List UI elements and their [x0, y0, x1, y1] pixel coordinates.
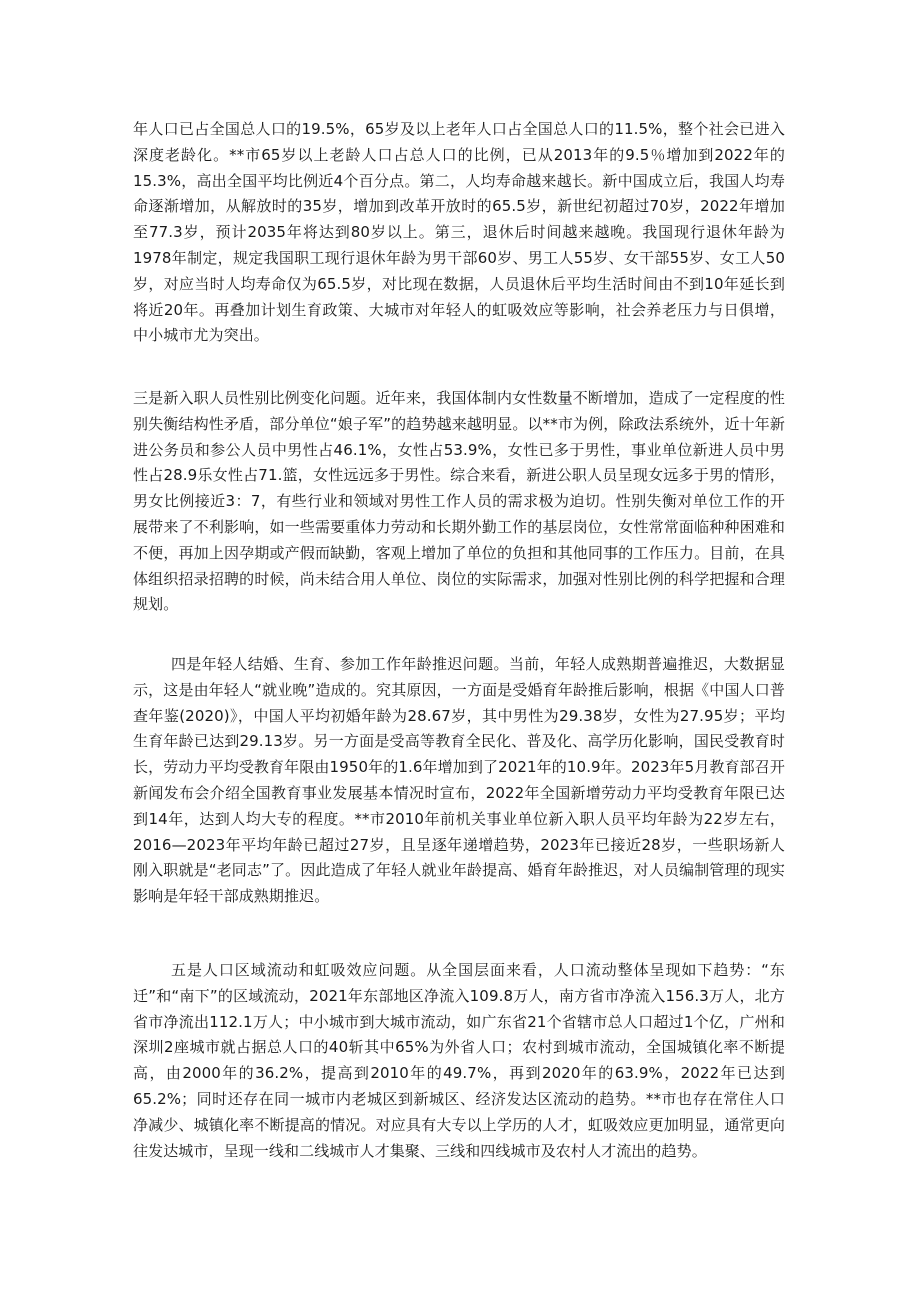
paragraph-marriage-age: 四是年轻人结婚、生育、参加工作年龄推迟问题。当前，年轻人成熟期普遍推迟，大数据显示，这是由年轻人“就业晚”造成的。究其原因，一方面是受婚育年龄推后影响，根据《中国人口普查年鉴(2020)》，中国人平均初婚年龄为28.67岁，其中男性为29.38岁，女性为27.95岁；平均生育年龄已达到29.13岁。另一方面是受高等教育全民化、普及化、高学历化影响，国民受教育时长，劳动力平均受教育年限由1950年的1.6年增加到了2021年的10.9年。2023年5月教育部召开新闻发布会介绍全国教育事业发展基本情况时宣布，2022年全国新增劳动力平均受教育年限已达到14年，达到人均大专的程度。**市2010年前机关事业单位新入职人员平均年龄为22岁左右，2016—2023年平均年龄已超过27岁，且呈逐年递增趋势，2023年已接近28岁，一些职场新人刚入职就是“老同志”了。因此造成了年轻人就业年龄提高、婚育年龄推迟，对人员编制管理的现实影响是年轻干部成熟期推迟。 [133, 655, 785, 906]
paragraph-gender-ratio: 三是新入职人员性别比例变化问题。近年来，我国体制内女性数量不断增加，造成了一定程度的性别失衡结构性矛盾，部分单位“娘子军”的趋势越来越明显。以**市为例，除政法系统外，近十年新进公务员和参公人员中男性占46.1%，女性占53.9%，女性已多于男性，事业单位新进人员中男性占28.9乐女性占71.篮，女性远远多于男性。综合来看，新进公职人员呈现女远多于男的情形，男女比例接近3：7，有些行业和领域对男性工作人员的需求极为迫切。性别失衡对单位工作的开展带来了不利影响，如一些需要重体力劳动和长期外勤工作的基层岗位，女性常常面临种种困难和不便，再加上因孕期或产假而缺勤，客观上增加了单位的负担和其他同事的工作压力。目前，在具体组织招录招聘的时候，尚未结合用人单位、岗位的实际需求，加强对性别比例的科学把握和合理规划。 [133, 389, 785, 614]
paragraph-aging: 年人口已占全国总人口的19.5%，65岁及以上老年人口占全国总人口的11.5%，整个社会已进入深度老龄化。**市65岁以上老龄人口占总人口的比例，已从2013年的9.5％增加到2022年的15.3%，高出全国平均比例近4个百分点。第二，人均寿命越来越长。新中国成立后，我国人均寿命逐渐增加，从解放时的35岁，增加到改革开放时的65.5岁，新世纪初超过70岁，2022年增加至77.3岁，预计2035年将达到80岁以上。第三，退休后时间越来越晚。我国现行退休年龄为1978年制定，规定我国职工现行退休年龄为男干部60岁、男工人55岁、女干部55岁、女工人50岁，对应当时人均寿命仅为65.5岁，对比现在数据，人员退休后平均生活时间由不到10年延长到将近20年。再叠加计划生育政策、大城市对年轻人的虹吸效应等影响，社会养老压力与日俱增，中小城市尤为突出。 [133, 120, 785, 345]
paragraph-population-flow: 五是人口区域流动和虹吸效应问题。从全国层面来看，人口流动整体呈现如下趋势：“东迁”和“南下”的区域流动，2021年东部地区净流入109.8万人，南方省市净流入156.3万人，北方省市净流出112.1万人；中小城市到大城市流动，如广东省21个省辖市总人口超过1个亿，广州和深圳2座城市就占据总人口的40斩其中65%为外省人口；农村到城市流动，全国城镇化率不断提高，由2000年的36.2%，提高到2010年的49.7%，再到2020年的63.9%，2022年已达到65.2%；同时还存在同一城市内老城区到新城区、经济发达区流动的趋势。**市也存在常住人口净减少、城镇化率不断提高的情况。对应具有大专以上学历的人才，虹吸效应更加明显，通常更向往发达城市，呈现一线和二线城市人才集聚、三线和四线城市及农村人才流出的趋势。 [133, 961, 785, 1160]
